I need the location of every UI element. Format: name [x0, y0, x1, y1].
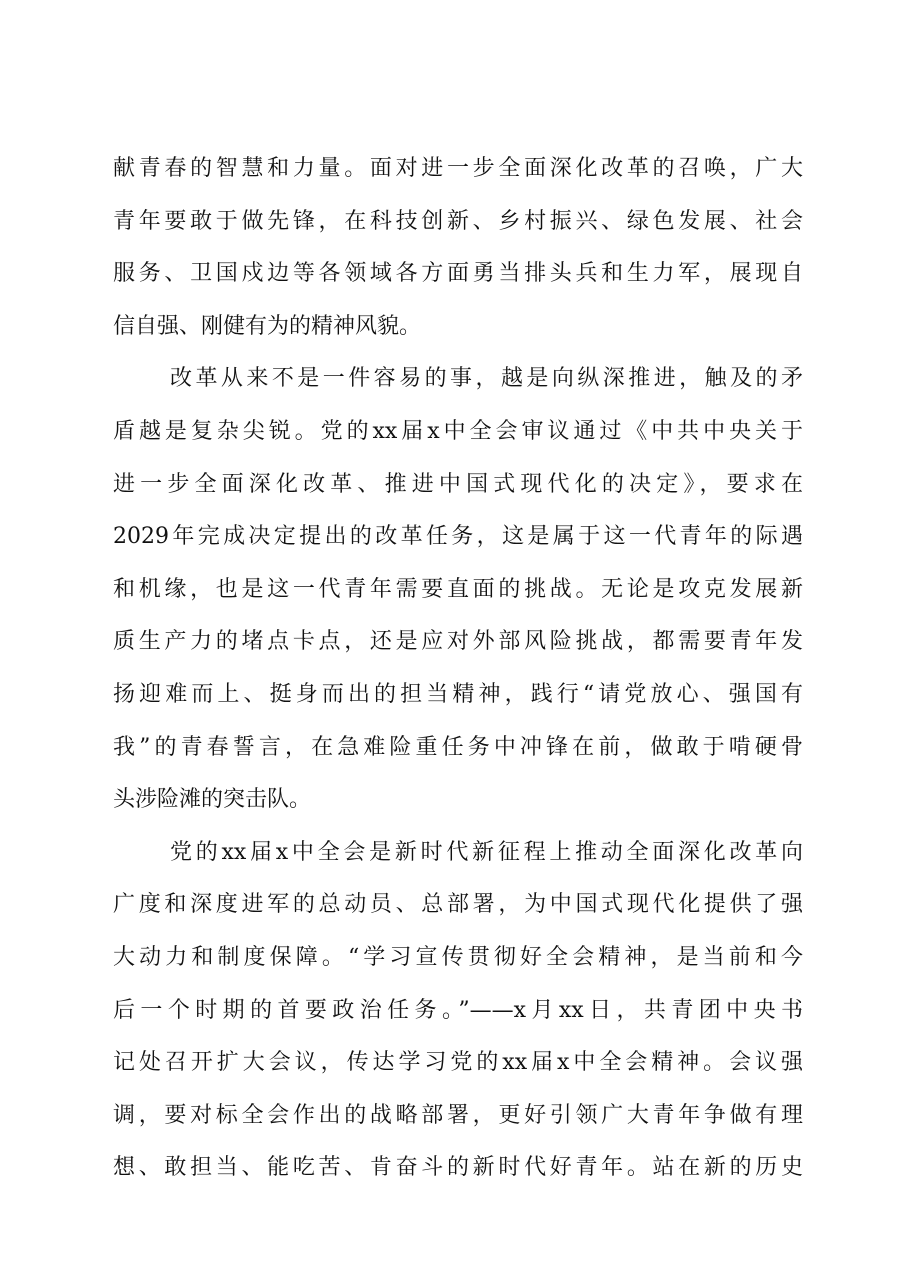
paragraph-2-line-5: 和机缘，也是这一代青年需要直面的挑战。无论是攻克发展新	[113, 576, 803, 602]
paragraph-3-line-7: 想、敢担当、能吃苦、肯奋斗的新时代好青年。站在新的历史	[113, 1155, 803, 1181]
paragraph-3-line-6: 调，要对标全会作出的战略部署，更好引领广大青年争做有理	[113, 1102, 803, 1128]
document-body	[113, 143, 803, 1195]
paragraph-2-line-7: 扬迎难而上、挺身而出的担当精神，践行“请党放心、强国有	[113, 681, 803, 707]
paragraph-2-line-8: 我”的青春誓言，在急难险重任务中冲锋在前，做敢于啃硬骨	[113, 734, 803, 760]
paragraph-2-line-2: 盾越是复杂尖锐。党的xx届x中全会审议通过《中共中央关于	[113, 418, 803, 444]
paragraph-2-line-3: 进一步全面深化改革、推进中国式现代化的决定》，要求在	[113, 471, 803, 497]
paragraph-3-line-3: 大动力和制度保障。“学习宣传贯彻好全会精神，是当前和今	[113, 944, 803, 970]
paragraph-2-line-6: 质生产力的堵点卡点，还是应对外部风险挑战，都需要青年发	[113, 629, 803, 655]
paragraph-3-line-1: 党的xx届x中全会是新时代新征程上推动全面深化改革向	[170, 839, 803, 865]
paragraph-1-line-3: 服务、卫国戍边等各领域各方面勇当排头兵和生力军，展现自	[113, 261, 803, 287]
paragraph-3-line-2: 广度和深度进军的总动员、总部署，为中国式现代化提供了强	[113, 892, 803, 918]
paragraph-3-line-4: 后一个时期的首要政治任务。”——x月xx日，共青团中央书	[113, 997, 803, 1023]
paragraph-1-line-4: 信自强、刚健有为的精神风貌。	[113, 313, 422, 339]
paragraph-1-line-1: 献青春的智慧和力量。面对进一步全面深化改革的召唤，广大	[113, 156, 803, 181]
paragraph-1-line-2: 青年要敢于做先锋，在科技创新、乡村振兴、绿色发展、社会	[113, 208, 803, 234]
paragraph-3-line-5: 记处召开扩大会议，传达学习党的xx届x中全会精神。会议强	[113, 1050, 803, 1076]
paragraph-2-line-9: 头涉险滩的突击队。	[113, 787, 312, 813]
paragraph-2-line-1: 改革从来不是一件容易的事，越是向纵深推进，触及的矛	[170, 366, 803, 392]
paragraph-2-line-4: 2029年完成决定提出的改革任务，这是属于这一代青年的际遇	[113, 524, 803, 550]
